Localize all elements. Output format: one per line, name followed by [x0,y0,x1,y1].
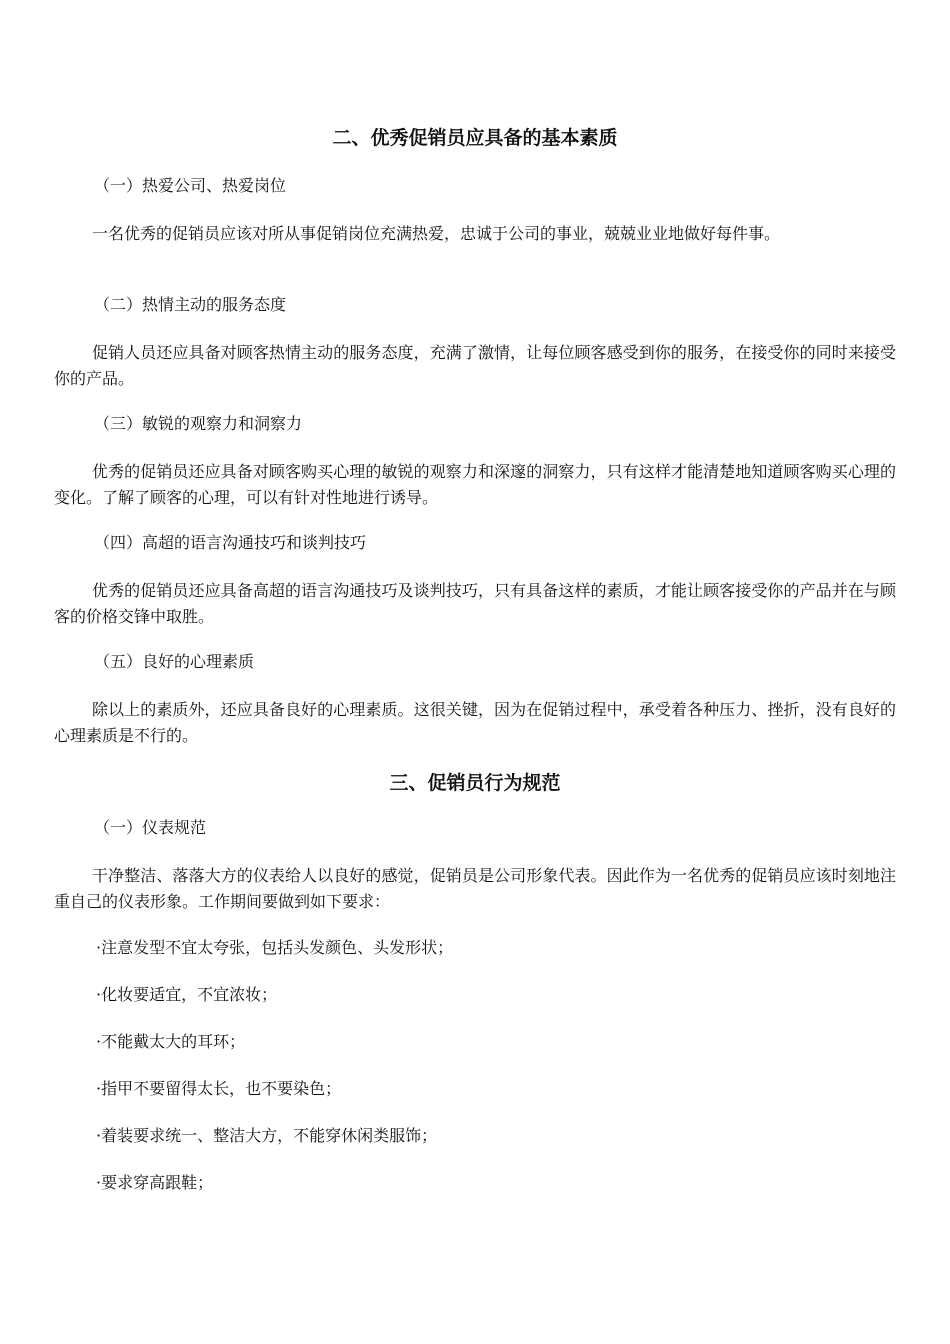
paragraph-2-1: 一名优秀的促销员应该对所从事促销岗位充满热爱，忠诚于公司的事业，兢兢业业地做好每件事。 [92,224,781,243]
bullet-item: ·要求穿高跟鞋； [96,1173,214,1192]
subheading-2-4: （四）高超的语言沟通技巧和谈判技巧 [94,533,367,552]
subheading-3-1: （一）仪表规范 [94,818,207,837]
subheading-2-1: （一）热爱公司、热爱岗位 [94,176,287,195]
bullet-item: ·不能戴太大的耳环； [96,1032,246,1051]
bullet-item: ·化妆要适宜，不宜浓妆； [96,985,278,1004]
subheading-2-3: （三）敏锐的观察力和洞察力 [94,414,303,433]
paragraph-2-4: 优秀的促销员还应具备高超的语言沟通技巧及谈判技巧，只有具备这样的素质，才能让顾客接受你的产品并在与顾客的价格交锋中取胜。 [54,581,896,626]
paragraph-3-1: 干净整洁、落落大方的仪表给人以良好的感觉，促销员是公司形象代表。因此作为一名优秀的促销员应该时刻地注重自己的仪表形象。工作期间要做到如下要求： [54,866,896,911]
subheading-2-5: （五）良好的心理素质 [94,652,255,671]
bullet-item: ·指甲不要留得太长，也不要染色； [96,1079,342,1098]
subheading-2-2: （二）热情主动的服务态度 [94,295,287,314]
paragraph-2-2: 促销人员还应具备对顾客热情主动的服务态度，充满了激情，让每位顾客感受到你的服务，在接受你的同时来接受你的产品。 [54,343,896,388]
bullet-item: ·着装要求统一、整洁大方，不能穿休闲类服饰； [96,1126,438,1145]
paragraph-2-5: 除以上的素质外，还应具备良好的心理素质。这很关键，因为在促销过程中，承受着各种压力、挫折，没有良好的心理素质是不行的。 [54,700,896,745]
section-3-title: 三、促销员行为规范 [389,772,561,794]
section-2-title: 二、优秀促销员应具备的基本素质 [332,127,618,149]
bullet-item: ·注意发型不宜太夸张，包括头发颜色、头发形状； [96,938,454,957]
paragraph-2-3: 优秀的促销员还应具备对顾客购买心理的敏锐的观察力和深邃的洞察力，只有这样才能清楚地知道顾客购买心理的变化。了解了顾客的心理，可以有针对性地进行诱导。 [54,462,896,507]
